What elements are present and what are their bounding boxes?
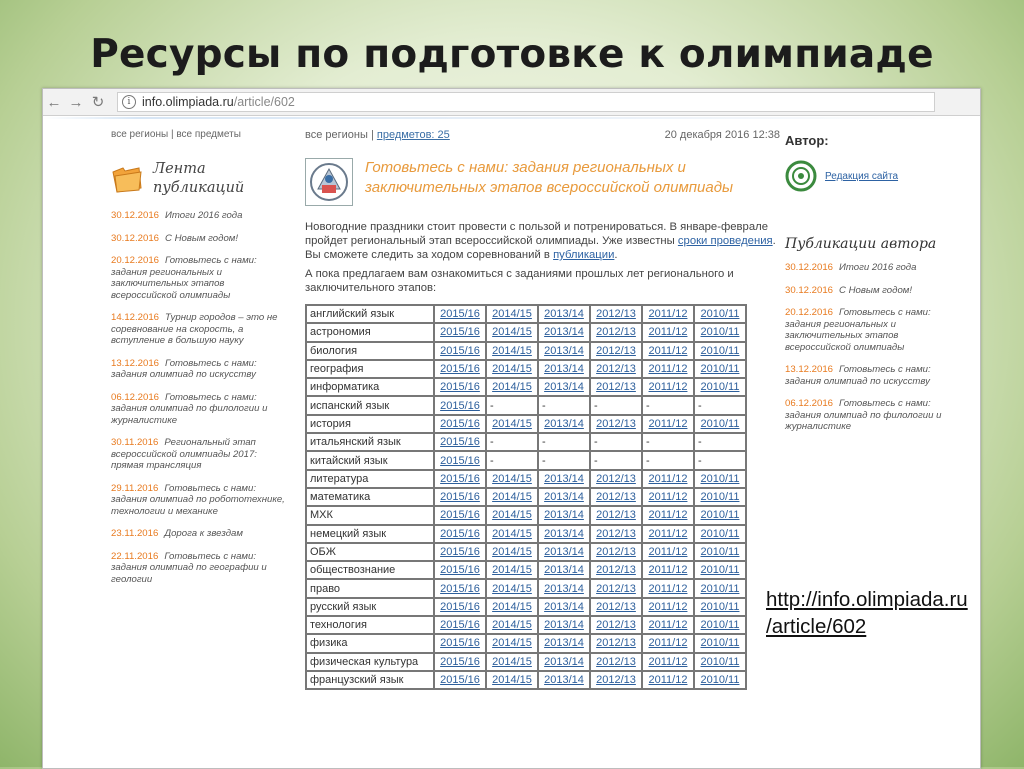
subject-cell: география bbox=[306, 360, 434, 378]
feed-item-text[interactable]: Готовьтесь с нами: задания олимпиад по филологии и журналистике bbox=[785, 398, 942, 432]
year-link[interactable]: 2014/15 bbox=[486, 488, 538, 506]
year-link[interactable]: 2015/16 bbox=[434, 470, 486, 488]
year-link[interactable]: 2010/11 bbox=[694, 616, 746, 634]
schedule-link[interactable]: сроки проведения bbox=[677, 235, 773, 247]
feed-item-text[interactable]: Готовьтесь с нами: задания олимпиад по географии и геологии bbox=[111, 550, 267, 585]
feed-item-text[interactable]: Региональный этап всероссийской олимпиады 2017: прямая трансляция bbox=[111, 437, 257, 471]
feed-item-text[interactable]: Готовьтесь с нами: задания олимпиад по робототехнике, технологии и механике bbox=[111, 482, 285, 517]
year-link[interactable]: 2014/15 bbox=[486, 653, 538, 671]
subject-cell: МХК bbox=[306, 506, 434, 524]
subject-cell: астрономия bbox=[306, 323, 434, 341]
year-link[interactable]: 2013/14 bbox=[538, 470, 590, 488]
year-link[interactable]: 2015/16 bbox=[434, 561, 486, 579]
table-row bbox=[306, 671, 746, 689]
year-link[interactable]: 2012/13 bbox=[590, 653, 642, 671]
table-row bbox=[306, 378, 746, 396]
feed-item[interactable] bbox=[111, 437, 289, 472]
year-link[interactable]: 2012/13 bbox=[590, 305, 642, 323]
forward-arrow-icon[interactable]: → bbox=[68, 93, 84, 111]
year-link[interactable]: 2014/15 bbox=[486, 415, 538, 433]
empty-year-cell: - bbox=[486, 451, 538, 469]
year-link[interactable]: 2012/13 bbox=[590, 525, 642, 543]
year-link[interactable]: 2014/15 bbox=[486, 470, 538, 488]
author-name-link[interactable]: Редакция сайта bbox=[825, 170, 899, 182]
year-link[interactable]: 2010/11 bbox=[694, 506, 746, 524]
feed-title: Лента публикаций bbox=[153, 161, 245, 196]
year-link[interactable]: 2014/15 bbox=[486, 525, 538, 543]
publication-link[interactable]: публикации bbox=[553, 249, 615, 261]
year-link[interactable]: 2010/11 bbox=[694, 305, 746, 323]
slide-title: Ресурсы по подготовке к олимпиаде bbox=[90, 32, 934, 77]
subject-cell: информатика bbox=[306, 378, 434, 396]
empty-year-cell: - bbox=[642, 396, 694, 414]
empty-year-cell: - bbox=[590, 396, 642, 414]
year-link[interactable]: 2010/11 bbox=[694, 342, 746, 360]
feed-item[interactable] bbox=[111, 483, 289, 518]
year-link[interactable]: 2010/11 bbox=[694, 488, 746, 506]
subject-cell: биология bbox=[306, 342, 434, 360]
year-link[interactable]: 2013/14 bbox=[538, 653, 590, 671]
year-link[interactable]: 2012/13 bbox=[590, 470, 642, 488]
year-link[interactable]: 2011/12 bbox=[642, 616, 694, 634]
feed-header bbox=[111, 160, 289, 198]
subject-cell: обществознание bbox=[306, 561, 434, 579]
year-link[interactable]: 2015/16 bbox=[434, 653, 486, 671]
year-link[interactable]: 2012/13 bbox=[590, 671, 642, 689]
empty-year-cell: - bbox=[694, 433, 746, 451]
feed-item-date: 20.12.2016 bbox=[111, 255, 160, 266]
empty-year-cell: - bbox=[694, 451, 746, 469]
feed-item-text[interactable]: С Новым годом! bbox=[839, 284, 913, 296]
browser-screenshot bbox=[42, 88, 981, 769]
intro-paragraph: Новогодние праздники стоит провести с пользой и потренироваться. В январе-феврале пройдет региональный этап всероссийской олимпиады. Уже известны сроки проведения. Вы сможете следить за ходом соревнований в публикации. bbox=[305, 221, 776, 261]
left-sidebar bbox=[111, 129, 289, 596]
feed-item-date: 29.11.2016 bbox=[111, 482, 159, 494]
table-row bbox=[306, 433, 746, 451]
year-link[interactable]: 2010/11 bbox=[694, 579, 746, 597]
table-row bbox=[306, 579, 746, 597]
feed-item[interactable] bbox=[111, 551, 289, 586]
feed-item-text[interactable]: Готовьтесь с нами: задания региональных и заключительных этапов всероссийской олимпиады bbox=[111, 255, 257, 301]
year-link[interactable]: 2011/12 bbox=[642, 579, 694, 597]
year-link[interactable]: 2012/13 bbox=[590, 342, 642, 360]
year-link[interactable]: 2015/16 bbox=[434, 671, 486, 689]
source-url-link[interactable]: http://info.olimpiada.ru /article/602 bbox=[766, 588, 968, 638]
year-link[interactable]: 2013/14 bbox=[538, 671, 590, 689]
year-link[interactable]: 2011/12 bbox=[642, 305, 694, 323]
subject-cell: история bbox=[306, 415, 434, 433]
article-title: Готовьтесь с нами: задания региональных и заключительных этапов всероссийской олимпиады bbox=[365, 159, 734, 196]
year-link[interactable]: 2014/15 bbox=[486, 579, 538, 597]
feed-item-text[interactable]: Турнир городов – это не соревнование на скорость, а вступление в большую науку bbox=[111, 312, 278, 346]
year-link[interactable]: 2014/15 bbox=[486, 342, 538, 360]
year-link[interactable]: 2013/14 bbox=[538, 506, 590, 524]
feed-item[interactable] bbox=[785, 307, 965, 353]
empty-year-cell: - bbox=[538, 451, 590, 469]
header-accent-line bbox=[43, 117, 980, 119]
year-link[interactable]: 2012/13 bbox=[590, 415, 642, 433]
year-link[interactable]: 2012/13 bbox=[590, 561, 642, 579]
feed-item-text[interactable]: Готовьтесь с нами: задания региональных и заключительных этапов всероссийской олимпиады bbox=[785, 307, 931, 353]
year-link[interactable]: 2011/12 bbox=[642, 598, 694, 616]
subject-cell: английский язык bbox=[306, 305, 434, 323]
year-link[interactable]: 2010/11 bbox=[694, 323, 746, 341]
table-row bbox=[306, 634, 746, 652]
year-link[interactable]: 2014/15 bbox=[486, 543, 538, 561]
subject-cell: итальянский язык bbox=[306, 433, 434, 451]
olimpiada-logo-icon[interactable] bbox=[785, 160, 817, 192]
year-link[interactable]: 2014/15 bbox=[486, 506, 538, 524]
browser-toolbar bbox=[43, 89, 980, 116]
empty-year-cell: - bbox=[486, 433, 538, 451]
year-link[interactable]: 2010/11 bbox=[694, 598, 746, 616]
year-link[interactable]: 2013/14 bbox=[538, 561, 590, 579]
subject-cell: технология bbox=[306, 616, 434, 634]
feed-item-text[interactable]: Готовьтесь с нами: задания олимпиад по филологии и журналистике bbox=[111, 391, 268, 426]
year-link[interactable]: 2011/12 bbox=[642, 488, 694, 506]
empty-year-cell: - bbox=[538, 396, 590, 414]
table-row bbox=[306, 470, 746, 488]
table-row bbox=[306, 396, 746, 414]
table-row bbox=[306, 525, 746, 543]
feed-item-text[interactable]: Итоги 2016 года bbox=[165, 210, 243, 221]
feed-item-date: 06.12.2016 bbox=[785, 398, 834, 409]
year-link[interactable]: 2011/12 bbox=[642, 634, 694, 652]
year-link[interactable]: 2012/13 bbox=[590, 488, 642, 506]
year-link[interactable]: 2012/13 bbox=[590, 506, 642, 524]
tasks-table bbox=[305, 304, 747, 690]
year-link[interactable]: 2011/12 bbox=[642, 470, 694, 488]
year-link[interactable]: 2011/12 bbox=[642, 653, 694, 671]
year-link[interactable]: 2013/14 bbox=[538, 415, 590, 433]
feed-item-text[interactable]: Готовьтесь с нами: задания олимпиад по искусству bbox=[111, 357, 257, 380]
year-link[interactable]: 2013/14 bbox=[538, 305, 590, 323]
year-link[interactable]: 2015/16 bbox=[434, 506, 486, 524]
year-link[interactable]: 2012/13 bbox=[590, 543, 642, 561]
back-arrow-icon[interactable]: ← bbox=[46, 93, 62, 111]
table-row bbox=[306, 305, 746, 323]
year-link[interactable]: 2013/14 bbox=[538, 323, 590, 341]
table-row bbox=[306, 543, 746, 561]
crumb-regions[interactable]: все регионы | bbox=[305, 129, 374, 141]
feed-item-text[interactable]: Итоги 2016 года bbox=[839, 262, 917, 273]
feed-item-date: 30.12.2016 bbox=[785, 284, 834, 296]
year-link[interactable]: 2013/14 bbox=[538, 378, 590, 396]
year-link[interactable]: 2014/15 bbox=[486, 598, 538, 616]
year-link[interactable]: 2015/16 bbox=[434, 579, 486, 597]
year-link[interactable]: 2010/11 bbox=[694, 561, 746, 579]
year-link[interactable]: 2015/16 bbox=[434, 378, 486, 396]
empty-year-cell: - bbox=[486, 396, 538, 414]
year-link[interactable]: 2012/13 bbox=[590, 360, 642, 378]
article-meta bbox=[305, 129, 780, 141]
year-link[interactable]: 2015/16 bbox=[434, 360, 486, 378]
year-link[interactable]: 2015/16 bbox=[434, 396, 486, 414]
empty-year-cell: - bbox=[694, 396, 746, 414]
year-link[interactable]: 2013/14 bbox=[538, 488, 590, 506]
year-link[interactable]: 2015/16 bbox=[434, 598, 486, 616]
feed-item[interactable] bbox=[111, 392, 289, 427]
subject-cell: русский язык bbox=[306, 598, 434, 616]
year-link[interactable]: 2014/15 bbox=[486, 561, 538, 579]
year-link[interactable]: 2014/15 bbox=[486, 634, 538, 652]
subject-cell: ОБЖ bbox=[306, 543, 434, 561]
subject-cell: китайский язык bbox=[306, 451, 434, 469]
year-link[interactable]: 2015/16 bbox=[434, 451, 486, 469]
table-row bbox=[306, 360, 746, 378]
year-link[interactable]: 2015/16 bbox=[434, 543, 486, 561]
olympiad-crest-icon bbox=[305, 158, 353, 206]
feed-item-text[interactable]: Дорога к звездам bbox=[164, 528, 243, 539]
feed-item-date: 13.12.2016 bbox=[111, 357, 160, 369]
subject-cell: физика bbox=[306, 634, 434, 652]
year-link[interactable]: 2012/13 bbox=[590, 616, 642, 634]
subject-cell: математика bbox=[306, 488, 434, 506]
subject-cell: испанский язык bbox=[306, 396, 434, 414]
feed-item[interactable] bbox=[785, 262, 965, 274]
table-row bbox=[306, 561, 746, 579]
year-link[interactable]: 2011/12 bbox=[642, 561, 694, 579]
year-link[interactable]: 2013/14 bbox=[538, 360, 590, 378]
table-row bbox=[306, 451, 746, 469]
year-link[interactable]: 2013/14 bbox=[538, 634, 590, 652]
table-row bbox=[306, 653, 746, 671]
year-link[interactable]: 2011/12 bbox=[642, 378, 694, 396]
feed-item-text[interactable]: С Новым годом! bbox=[165, 232, 239, 244]
feed-item[interactable] bbox=[111, 233, 289, 245]
year-link[interactable]: 2015/16 bbox=[434, 634, 486, 652]
year-link[interactable]: 2011/12 bbox=[642, 342, 694, 360]
subject-cell: право bbox=[306, 579, 434, 597]
empty-year-cell: - bbox=[642, 451, 694, 469]
year-link[interactable]: 2013/14 bbox=[538, 616, 590, 634]
table-row bbox=[306, 415, 746, 433]
subject-cell: французский язык bbox=[306, 671, 434, 689]
empty-year-cell: - bbox=[538, 433, 590, 451]
feed-item-date: 13.12.2016 bbox=[785, 364, 834, 375]
left-feed-list bbox=[111, 210, 289, 585]
feed-item[interactable] bbox=[111, 358, 289, 381]
table-row bbox=[306, 506, 746, 524]
year-link[interactable]: 2011/12 bbox=[642, 506, 694, 524]
url-path: /article/602 bbox=[233, 95, 295, 109]
address-bar[interactable] bbox=[117, 92, 935, 112]
subject-cell: немецкий язык bbox=[306, 525, 434, 543]
feed-item[interactable] bbox=[785, 364, 965, 387]
feed-item-date: 23.11.2016 bbox=[111, 528, 159, 539]
feed-item[interactable] bbox=[111, 210, 289, 222]
url-domain: info.olimpiada.ru bbox=[142, 95, 234, 109]
year-link[interactable]: 2010/11 bbox=[694, 360, 746, 378]
table-row bbox=[306, 598, 746, 616]
year-link[interactable]: 2013/14 bbox=[538, 579, 590, 597]
feed-item-date: 22.11.2016 bbox=[111, 550, 159, 562]
year-link[interactable]: 2014/15 bbox=[486, 323, 538, 341]
year-link[interactable]: 2011/12 bbox=[642, 671, 694, 689]
year-link[interactable]: 2011/12 bbox=[642, 323, 694, 341]
year-link[interactable]: 2014/15 bbox=[486, 305, 538, 323]
article bbox=[305, 129, 780, 690]
feed-item[interactable] bbox=[785, 285, 965, 297]
year-link[interactable]: 2010/11 bbox=[694, 671, 746, 689]
year-link[interactable]: 2014/15 bbox=[486, 378, 538, 396]
year-link[interactable]: 2015/16 bbox=[434, 415, 486, 433]
feed-item-date: 14.12.2016 bbox=[111, 312, 160, 323]
year-link[interactable]: 2011/12 bbox=[642, 525, 694, 543]
year-link[interactable]: 2013/14 bbox=[538, 598, 590, 616]
year-link[interactable]: 2012/13 bbox=[590, 378, 642, 396]
year-link[interactable]: 2011/12 bbox=[642, 415, 694, 433]
year-link[interactable]: 2012/13 bbox=[590, 598, 642, 616]
year-link[interactable]: 2015/16 bbox=[434, 616, 486, 634]
year-link[interactable]: 2011/12 bbox=[642, 360, 694, 378]
tasks-paragraph: А пока предлагаем вам ознакомиться с заданиями прошлых лет регионального и заключительного этапов: bbox=[305, 268, 734, 294]
year-link[interactable]: 2013/14 bbox=[538, 525, 590, 543]
table-row bbox=[306, 616, 746, 634]
year-link[interactable]: 2014/15 bbox=[486, 616, 538, 634]
feed-item-date: 20.12.2016 bbox=[785, 307, 834, 318]
feed-item-text[interactable]: Готовьтесь с нами: задания олимпиад по искусству bbox=[785, 364, 931, 387]
year-link[interactable]: 2014/15 bbox=[486, 360, 538, 378]
crumb-subjects-link[interactable]: предметов: 25 bbox=[376, 129, 450, 141]
year-link[interactable]: 2014/15 bbox=[486, 671, 538, 689]
year-link[interactable]: 2010/11 bbox=[694, 634, 746, 652]
subject-cell: физическая культура bbox=[306, 653, 434, 671]
empty-year-cell: - bbox=[590, 433, 642, 451]
reload-icon[interactable]: ↻ bbox=[91, 94, 105, 111]
article-header bbox=[305, 158, 780, 206]
table-row bbox=[306, 342, 746, 360]
author-label: Автор: bbox=[785, 133, 829, 148]
feed-item[interactable] bbox=[785, 398, 965, 433]
empty-year-cell: - bbox=[642, 433, 694, 451]
author-publications-title: Публикации автора bbox=[785, 236, 937, 252]
year-link[interactable]: 2012/13 bbox=[590, 579, 642, 597]
right-sidebar bbox=[785, 133, 965, 444]
feed-item[interactable] bbox=[111, 528, 289, 540]
year-link[interactable]: 2015/16 bbox=[434, 525, 486, 543]
year-link[interactable]: 2010/11 bbox=[694, 653, 746, 671]
info-icon[interactable]: i bbox=[122, 95, 136, 109]
year-link[interactable]: 2015/16 bbox=[434, 433, 486, 451]
table-row bbox=[306, 323, 746, 341]
left-crumbs[interactable]: все регионы | все предметы bbox=[111, 129, 241, 140]
year-link[interactable]: 2010/11 bbox=[694, 415, 746, 433]
year-link[interactable]: 2013/14 bbox=[538, 543, 590, 561]
year-link[interactable]: 2015/16 bbox=[434, 488, 486, 506]
author-row bbox=[785, 160, 965, 192]
folder-icon bbox=[111, 164, 143, 194]
year-link[interactable]: 2011/12 bbox=[642, 543, 694, 561]
right-feed-list bbox=[785, 262, 965, 433]
feed-item-date: 30.12.2016 bbox=[785, 262, 834, 273]
year-link[interactable]: 2012/13 bbox=[590, 323, 642, 341]
table-row bbox=[306, 488, 746, 506]
year-link[interactable]: 2012/13 bbox=[590, 634, 642, 652]
year-link[interactable]: 2010/11 bbox=[694, 378, 746, 396]
article-date: 20 декабря 2016 12:38 bbox=[664, 129, 780, 141]
year-link[interactable]: 2013/14 bbox=[538, 342, 590, 360]
feed-item-date: 30.12.2016 bbox=[111, 210, 160, 221]
feed-item-date: 30.12.2016 bbox=[111, 232, 160, 244]
feed-item[interactable] bbox=[111, 255, 289, 301]
feed-item[interactable] bbox=[111, 312, 289, 347]
feed-item-date: 30.11.2016 bbox=[111, 437, 159, 448]
year-link[interactable]: 2010/11 bbox=[694, 525, 746, 543]
year-link[interactable]: 2015/16 bbox=[434, 323, 486, 341]
year-link[interactable]: 2010/11 bbox=[694, 470, 746, 488]
subject-cell: литература bbox=[306, 470, 434, 488]
year-link[interactable]: 2015/16 bbox=[434, 342, 486, 360]
feed-item-date: 06.12.2016 bbox=[111, 391, 160, 403]
empty-year-cell: - bbox=[590, 451, 642, 469]
year-link[interactable]: 2010/11 bbox=[694, 543, 746, 561]
year-link[interactable]: 2015/16 bbox=[434, 305, 486, 323]
